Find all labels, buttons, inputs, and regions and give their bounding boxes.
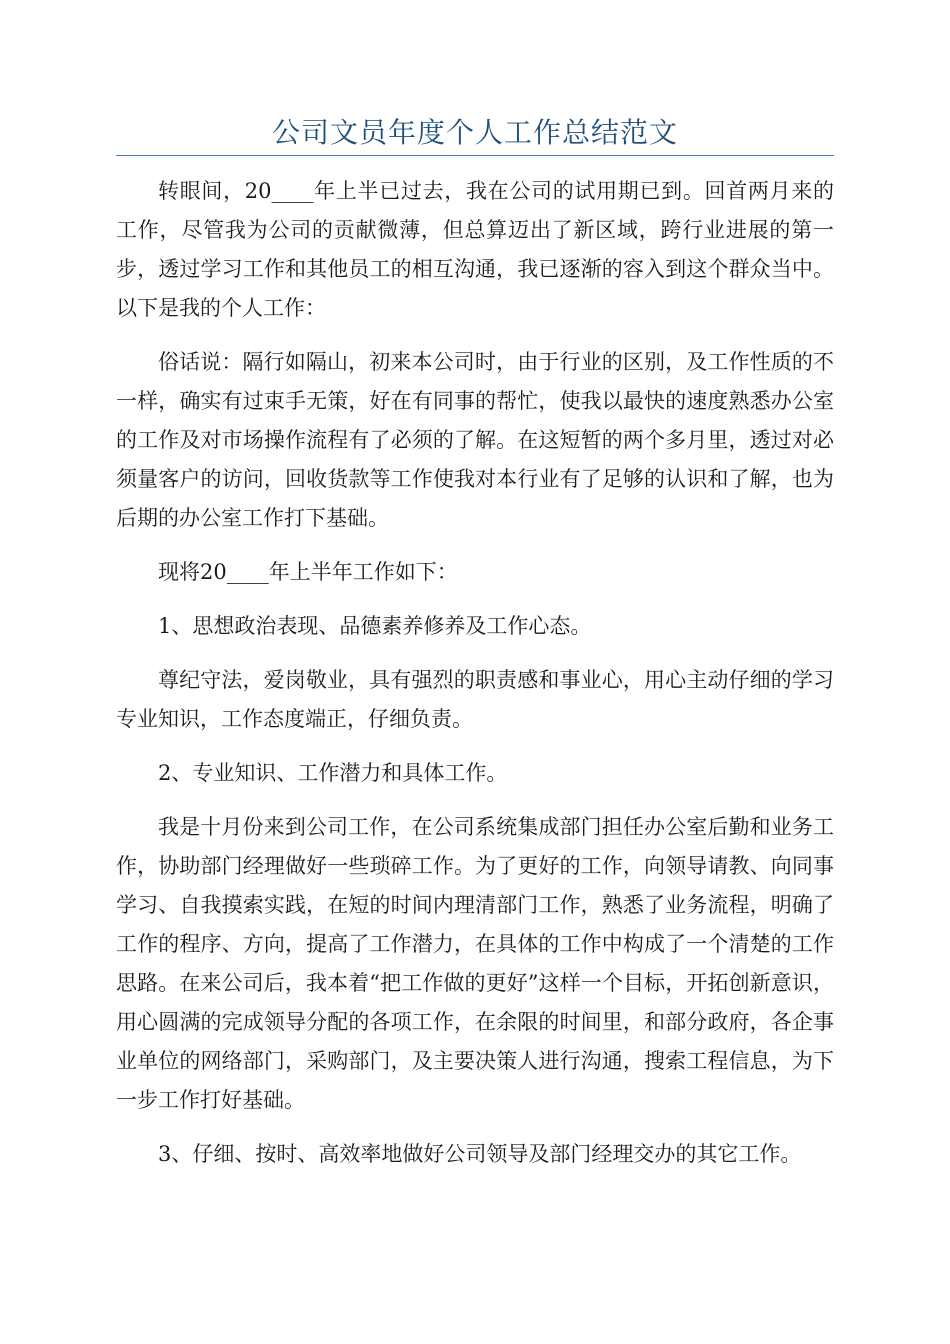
paragraph-intro: 转眼间，20____年上半已过去，我在公司的试用期已到。回首两月来的工作，尽管我为公司的贡献微薄，但总算迈出了新区域，跨行业进展的第一步，透过学习工作和其他员工的相互沟通，我已逐渐的容入到这个群众当中。以下是我的个人工作： [116,179,834,320]
section-heading-3: 3、仔细、按时、高效率地做好公司领导及部门经理交办的其它工作。 [158,1142,802,1166]
paragraph-attitude: 尊纪守法，爱岗敬业，具有强烈的职责感和事业心，用心主动仔细的学习专业知识，工作态度端正，仔细负责。 [116,668,834,731]
section-heading-1: 1、思想政治表现、品德素养修养及工作心态。 [158,614,592,638]
paragraph-work-detail: 我是十月份来到公司工作，在公司系统集成部门担任办公室后勤和业务工作，协助部门经理做好一些琐碎工作。为了更好的工作，向领导请教、向同事学习、自我摸索实践，在短的时间内理清部门工作，熟悉了业务流程，明确了工作的程序、方向，提高了工作潜力，在具体的工作中构成了一个清楚的工作思路。在来公司后，我本着“把工作做的更好”这样一个目标，开拓创新意识，用心圆满的完成领导分配的各项工作，在余限的时间里，和部分政府，各企事业单位的网络部门，采购部门，及主要决策人进行沟通，搜索工程信息，为下一步工作打好基础。 [116,815,834,1112]
document-title: 公司文员年度个人工作总结范文 [271,116,678,149]
section-heading-2: 2、专业知识、工作潜力和具体工作。 [158,761,508,785]
paragraph-summary-lead: 现将20____年上半年工作如下： [158,560,458,584]
paragraph-adaptation: 俗话说：隔行如隔山，初来本公司时，由于行业的区别，及工作性质的不一样，确实有过束手无策，好在有同事的帮忙，使我以最快的速度熟悉办公室的工作及对市场操作流程有了必须的了解。在这短暂的两个多月里，透过对必须量客户的访问，回收货款等工作使我对本行业有了足够的认识和了解，也为后期的办公室工作打下基础。 [116,350,834,530]
title-underline [116,155,834,156]
document-body [116,172,834,1189]
